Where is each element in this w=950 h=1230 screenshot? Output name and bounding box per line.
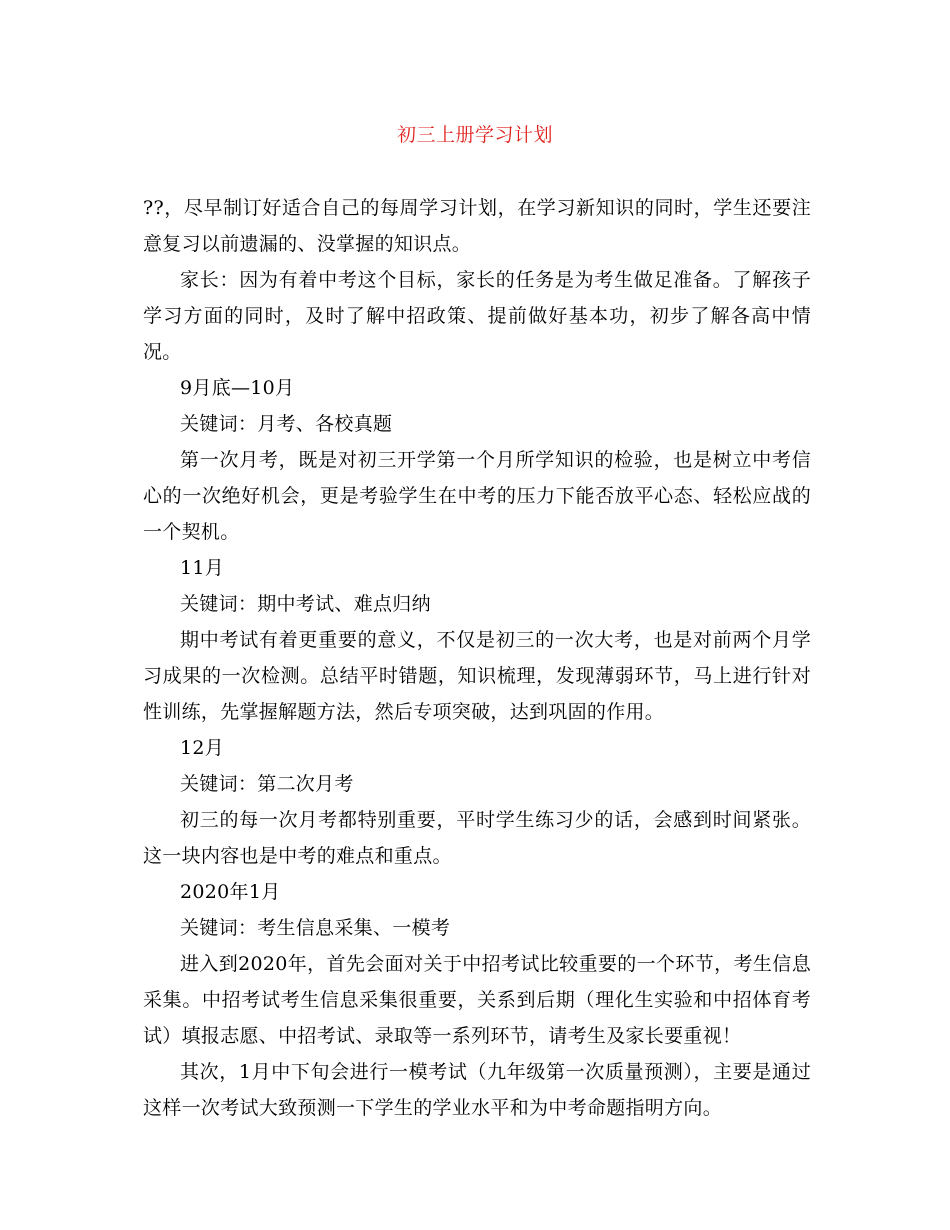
- paragraph: 其次，1月中下旬会进行一模考试（九年级第一次质量预测），主要是通过这样一次考试大致预测一下学生的学业水平和为中考命题指明方向。: [143, 1061, 811, 1119]
- paragraph: 初三的每一次月考都特别重要，平时学生练习少的话，会感到时间紧张。这一块内容也是中考的难点和重点。: [143, 809, 811, 867]
- paragraph: 进入到2020年，首先会面对关于中招考试比较重要的一个环节，考生信息采集。中招考试考生信息采集很重要，关系到后期（理化生实验和中招体育考试）填报志愿、中招考试、录取等一系列环节，请考生及家长要重视！: [143, 953, 811, 1047]
- section-heading: 9月底—10月: [180, 377, 295, 399]
- paragraph: 期中考试有着更重要的意义，不仅是初三的一次大考，也是对前两个月学习成果的一次检测。总结平时错题，知识梳理，发现薄弱环节，马上进行针对性训练，先掌握解题方法，然后专项突破，达到巩固的作用。: [143, 629, 811, 723]
- keywords-line: 关键词：月考、各校真题: [180, 413, 393, 435]
- section-heading: 12月: [180, 737, 225, 759]
- paragraph: 第一次月考，既是对初三开学第一个月所学知识的检验，也是树立中考信心的一次绝好机会，更是考验学生在中考的压力下能否放平心态、轻松应战的一个契机。: [143, 449, 811, 543]
- section-heading: 2020年1月: [180, 881, 281, 903]
- keywords-line: 关键词：第二次月考: [180, 773, 354, 795]
- document-title: 初三上册学习计划: [396, 124, 553, 146]
- section-heading: 11月: [180, 557, 225, 579]
- paragraph: ??，尽早制订好适合自己的每周学习计划，在学习新知识的同时，学生还要注意复习以前遗漏的、没掌握的知识点。: [143, 197, 811, 255]
- keywords-line: 关键词：期中考试、难点归纳: [180, 593, 431, 615]
- document-body: [143, 190, 811, 1126]
- keywords-line: 关键词：考生信息采集、一模考: [180, 917, 451, 939]
- paragraph: 家长：因为有着中考这个目标，家长的任务是为考生做足准备。了解孩子学习方面的同时，及时了解中招政策、提前做好基本功，初步了解各高中情况。: [143, 269, 811, 363]
